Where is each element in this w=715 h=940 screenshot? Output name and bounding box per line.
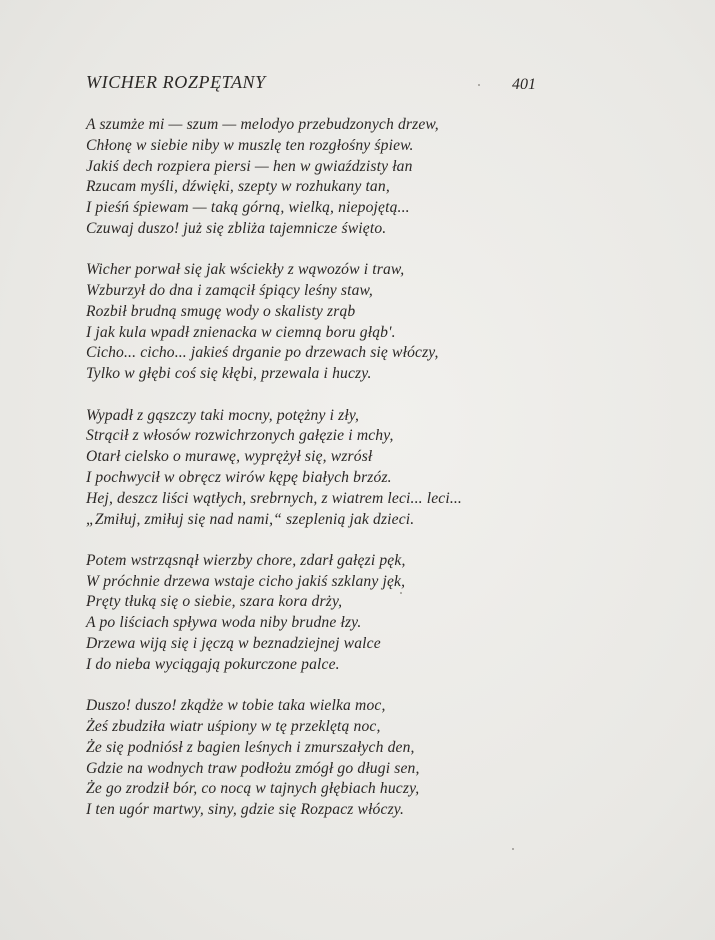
poem-line: Wypadł z gąszczy taki mocny, potężny i zły, — [86, 406, 360, 424]
poem-line: Jakiś dech rozpiera piersi — hen w gwiaździsty łan — [86, 157, 413, 175]
poem-line: Tylko w głębi coś się kłębi, przewala i huczy. — [86, 365, 372, 383]
poem-line: A po liściach spływa woda niby brudne łzy. — [86, 614, 362, 632]
paper-speck — [400, 592, 402, 594]
poem-line: Strącił z włosów rozwichrzonych gałęzie i mchy, — [86, 427, 394, 445]
stanza-1 — [86, 115, 556, 240]
stanza-3 — [86, 406, 556, 531]
poem-line: „Zmiłuj, zmiłuj się nad nami,“ szeplenią jak dzieci. — [86, 510, 415, 528]
poem-line: Otarł cielsko o murawę, wyprężył się, wzrósł — [86, 448, 373, 466]
poem — [86, 115, 556, 841]
running-head: WICHER ROZPĘTANY — [86, 72, 266, 92]
poem-line: Żeś zbudziła wiatr uśpiony w tę przeklętą noc, — [86, 717, 381, 735]
stanza-2 — [86, 260, 556, 385]
poem-line: Duszo! duszo! zkądże w tobie taka wielka moc, — [86, 697, 386, 715]
poem-line: Gdzie na wodnych traw podłożu zmógł go długi sen, — [86, 759, 420, 777]
poem-line: W próchnie drzewa wstaje cicho jakiś szklany jęk, — [86, 572, 406, 590]
paper-speck — [512, 848, 514, 850]
stanza-5 — [86, 696, 556, 821]
poem-line: Wicher porwał się jak wściekły z wąwozów i traw, — [86, 261, 405, 279]
poem-line: Chłonę w siebie niby w muszlę ten rozgłośny śpiew. — [86, 136, 414, 154]
poem-line: Rzucam myśli, dźwięki, szepty w rozhukany tan, — [86, 178, 390, 196]
poem-line: Że go zrodził bór, co nocą w tajnych głębiach huczy, — [86, 780, 420, 798]
poem-line: Pręty tłuką się o siebie, szara kora drży, — [86, 593, 343, 611]
poem-line: Potem wstrząsnął wierzby chore, zdarł gałęzi pęk, — [86, 551, 406, 569]
stanza-4 — [86, 551, 556, 676]
poem-line: I ten ugór martwy, siny, gdzie się Rozpacz włóczy. — [86, 801, 405, 819]
poem-line: Rozbił brudną smugę wody o skalisty zrąb — [86, 302, 356, 320]
poem-line: I pieśń śpiewam — taką górną, wielką, niepojętą... — [86, 199, 410, 217]
poem-line: I do nieba wyciągają pokurczone palce. — [86, 655, 340, 673]
poem-line: Hej, deszcz liści wątłych, srebrnych, z wiatrem leci... leci... — [86, 489, 462, 507]
poem-line: Wzburzył do dna i zamącił śpiący leśny staw, — [86, 282, 373, 300]
poem-line: Drzewa wiją się i jęczą w beznadziejnej walce — [86, 635, 381, 653]
poem-line: Czuwaj duszo! już się zbliża tajemnicze święto. — [86, 219, 387, 237]
paper-speck — [478, 84, 480, 86]
poem-line: I jak kula wpadł znienacka w ciemną boru głąb'. — [86, 323, 396, 341]
page-number: 401 — [512, 76, 536, 93]
poem-line: Że się podniósł z bagien leśnych i zmurszałych den, — [86, 738, 415, 756]
poem-line: I pochwycił w obręcz wirów kępę białych brzóz. — [86, 468, 392, 486]
poem-line: Cicho... cicho... jakieś drganie po drzewach się włóczy, — [86, 344, 439, 362]
poem-line: A szumże mi — szum — melodyo przebudzonych drzew, — [86, 116, 439, 133]
